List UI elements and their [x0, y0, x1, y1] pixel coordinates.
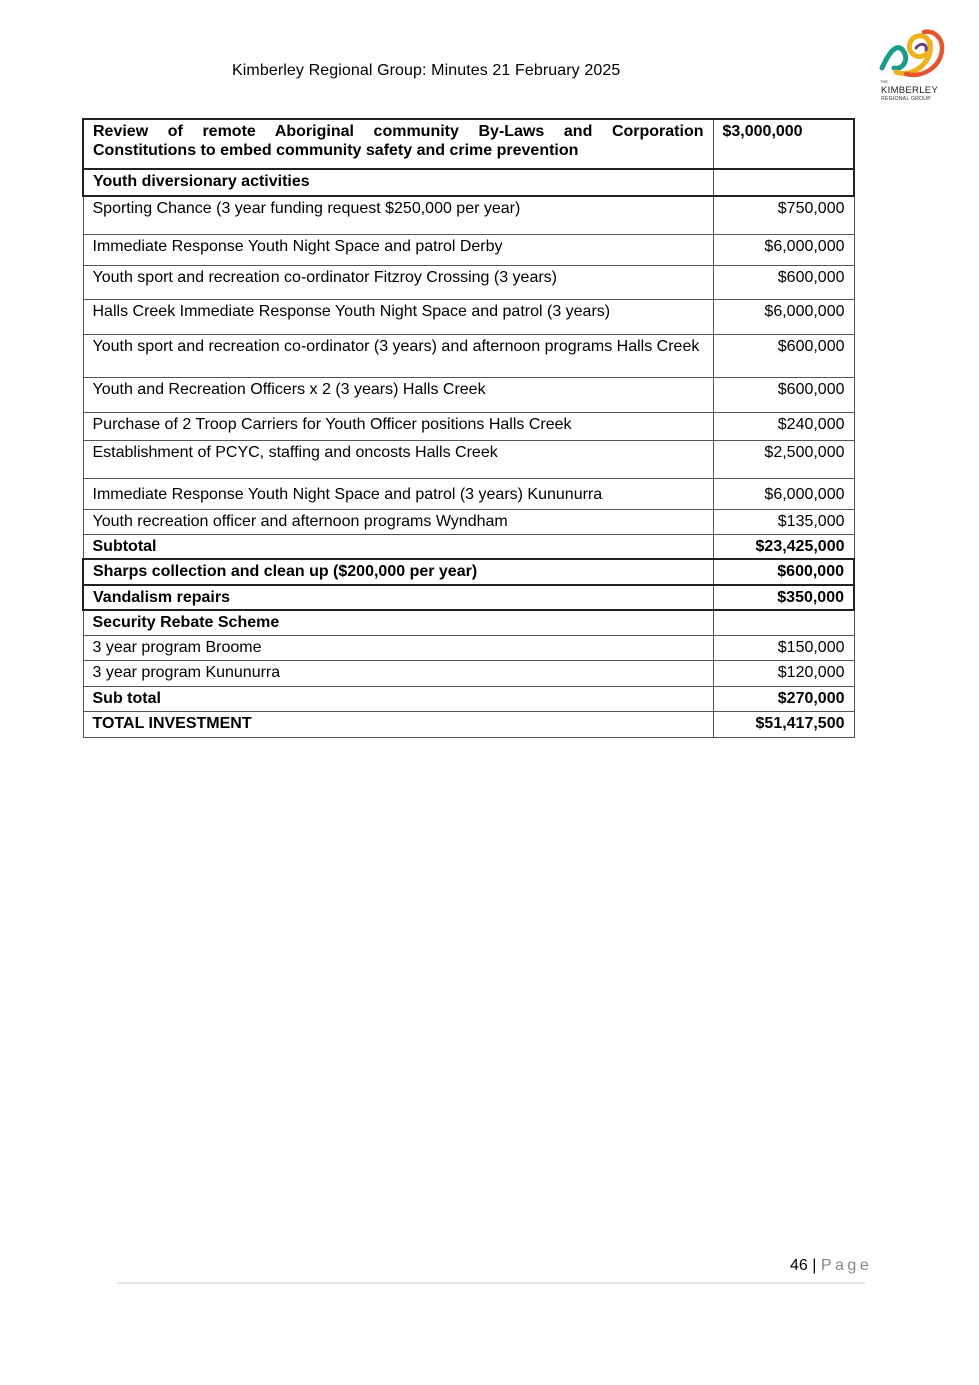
- table-row: [83, 660, 854, 686]
- table-row: [83, 119, 854, 169]
- row-amount: $51,417,500: [713, 711, 854, 737]
- table-row: [83, 559, 854, 585]
- row-amount: $270,000: [713, 686, 854, 711]
- row-label: TOTAL INVESTMENT: [83, 711, 713, 737]
- row-label: 3 year program Kununurra: [83, 660, 713, 686]
- row-amount: $350,000: [713, 585, 854, 610]
- investment-table: [82, 118, 855, 738]
- page-word: Page: [820, 1257, 873, 1274]
- document-header-title: Kimberley Regional Group: Minutes 21 February 2025: [232, 62, 621, 79]
- kimberley-regional-group-logo: [876, 28, 948, 108]
- row-amount: $750,000: [713, 196, 854, 234]
- row-label: Immediate Response Youth Night Space and patrol Derby: [83, 234, 713, 265]
- row-amount: $2,500,000: [713, 440, 854, 478]
- page-separator: |: [812, 1257, 817, 1274]
- table-row: [83, 377, 854, 412]
- row-amount: $3,000,000: [713, 119, 854, 169]
- table-row: [83, 234, 854, 265]
- row-label: Youth sport and recreation co-ordinator Fitzroy Crossing (3 years): [83, 265, 713, 299]
- row-amount: $600,000: [713, 377, 854, 412]
- table-row: [83, 686, 854, 711]
- table-row: [83, 509, 854, 534]
- row-label: Youth and Recreation Officers x 2 (3 years) Halls Creek: [83, 377, 713, 412]
- row-amount: $6,000,000: [713, 299, 854, 334]
- row-label: Review of remote Aboriginal community By-Laws and Corporation Constitutions to embed community safety and crime prevention: [83, 119, 713, 169]
- row-amount: $150,000: [713, 635, 854, 660]
- table-row: [83, 534, 854, 559]
- row-label: Youth sport and recreation co-ordinator (3 years) and afternoon programs Halls Creek: [83, 334, 713, 377]
- row-amount: $135,000: [713, 509, 854, 534]
- table-row: [83, 169, 854, 196]
- logo-name: KIMBERLEY: [881, 85, 939, 96]
- row-label: Vandalism repairs: [83, 585, 713, 610]
- row-label: Security Rebate Scheme: [83, 610, 713, 635]
- row-label: Sporting Chance (3 year funding request $250,000 per year): [83, 196, 713, 234]
- table-row: [83, 585, 854, 610]
- row-label: Youth diversionary activities: [83, 169, 713, 196]
- logo-subtitle: REGIONAL GROUP: [881, 96, 931, 102]
- row-amount: $120,000: [713, 660, 854, 686]
- row-label: Halls Creek Immediate Response Youth Night Space and patrol (3 years): [83, 299, 713, 334]
- table-row: [83, 265, 854, 299]
- table-row: [83, 412, 854, 440]
- row-amount: $6,000,000: [713, 234, 854, 265]
- page-number: 46: [790, 1257, 808, 1274]
- table-row: [83, 478, 854, 509]
- table-row: [83, 635, 854, 660]
- row-label: Sub total: [83, 686, 713, 711]
- row-label: Subtotal: [83, 534, 713, 559]
- row-label: 3 year program Broome: [83, 635, 713, 660]
- row-label: Youth recreation officer and afternoon programs Wyndham: [83, 509, 713, 534]
- table-row: [83, 440, 854, 478]
- footer-divider: [117, 1282, 865, 1284]
- logo-small-text: THE: [880, 79, 888, 84]
- logo-swirl-icon: [876, 28, 948, 82]
- row-amount: $600,000: [713, 334, 854, 377]
- row-amount: [713, 610, 854, 635]
- row-amount: $240,000: [713, 412, 854, 440]
- row-label: Establishment of PCYC, staffing and oncosts Halls Creek: [83, 440, 713, 478]
- table-row: [83, 334, 854, 377]
- page-number-footer: [790, 1256, 872, 1276]
- row-amount: [713, 169, 854, 196]
- row-amount: $600,000: [713, 559, 854, 585]
- table-row: [83, 610, 854, 635]
- row-amount: $600,000: [713, 265, 854, 299]
- row-label: Immediate Response Youth Night Space and patrol (3 years) Kununurra: [83, 478, 713, 509]
- row-label: Purchase of 2 Troop Carriers for Youth Officer positions Halls Creek: [83, 412, 713, 440]
- row-label: Sharps collection and clean up ($200,000 per year): [83, 559, 713, 585]
- table-row: [83, 299, 854, 334]
- table-row: [83, 711, 854, 737]
- row-amount: $6,000,000: [713, 478, 854, 509]
- table-row: [83, 196, 854, 234]
- row-amount: $23,425,000: [713, 534, 854, 559]
